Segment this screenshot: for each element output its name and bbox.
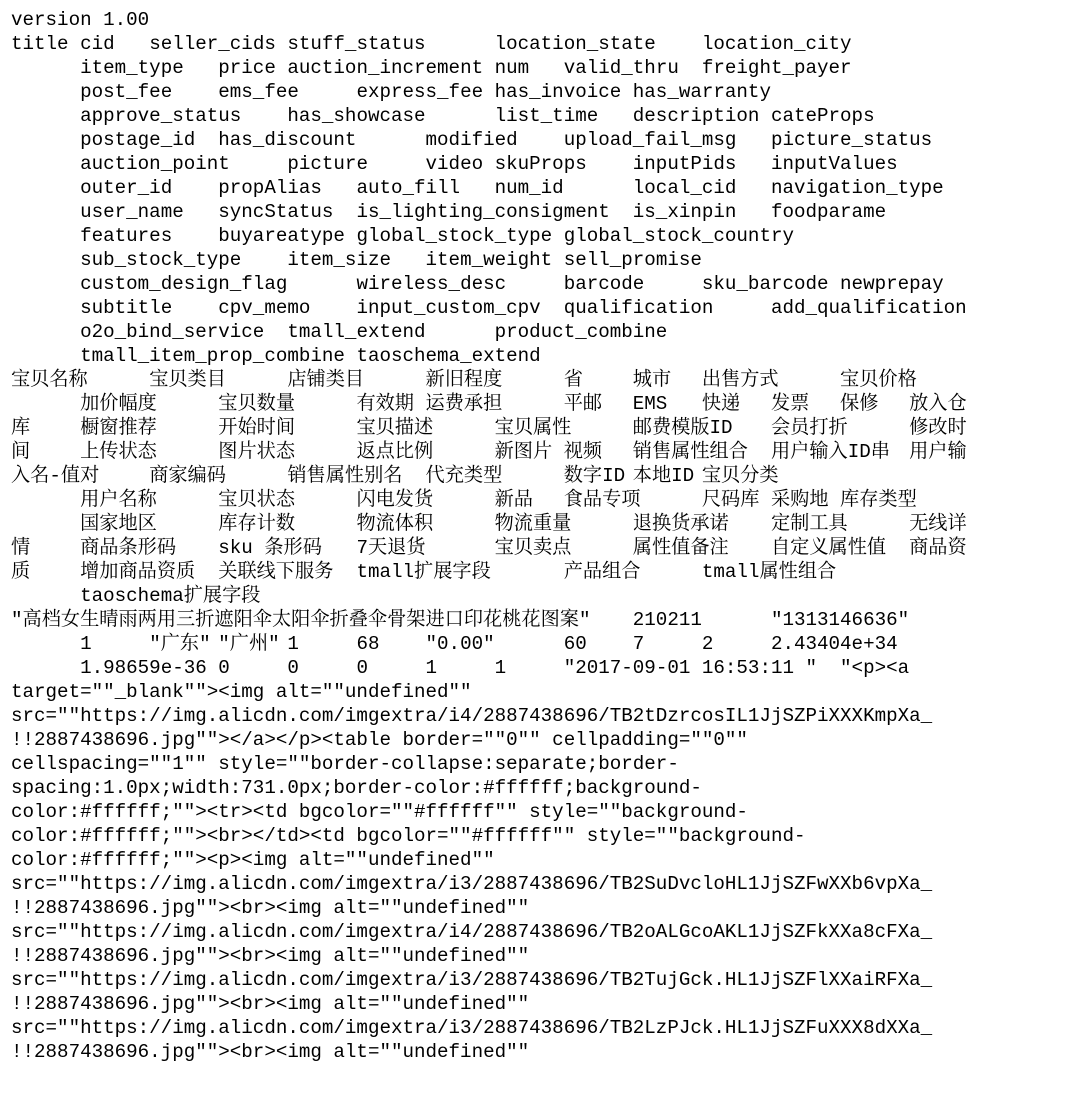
document-line: tmall_item_prop_combine taoschema_extend	[11, 345, 541, 367]
document-line: src=""https://img.alicdn.com/imgextra/i3/2887438696/TB2TujGck.HL1JjSZFlXXaiRFXa_	[11, 969, 933, 991]
document-line: postage_id has_discount modified upload_fail_msg picture_status	[11, 129, 933, 151]
document-line: target=""_blank""><img alt=""undefined""	[11, 681, 472, 703]
document-line: 宝贝名称 宝贝类目 店铺类目 新旧程度 省 城市 出售方式 宝贝价格	[11, 369, 917, 391]
document-line: sub_stock_type item_size item_weight sell_promise	[11, 249, 702, 271]
document-line: 质 增加商品资质 关联线下服务 tmall扩展字段 产品组合 tmall属性组合	[11, 561, 837, 583]
document-line: !!2887438696.jpg""><br><img alt=""undefined""	[11, 993, 530, 1015]
document-line: title cid seller_cids stuff_status location_state location_city	[11, 33, 852, 55]
document-line: color:#ffffff;""><tr><td bgcolor=""#ffffff"" style=""background-	[11, 801, 748, 823]
document-line: o2o_bind_service tmall_extend product_combine	[11, 321, 668, 343]
document-line: custom_design_flag wireless_desc barcode sku_barcode newprepay	[11, 273, 944, 295]
document-line: !!2887438696.jpg""></a></p><table border=""0"" cellpadding=""0""	[11, 729, 748, 751]
document-line: !!2887438696.jpg""><br><img alt=""undefined""	[11, 897, 530, 919]
document-line: !!2887438696.jpg""><br><img alt=""undefined""	[11, 1041, 530, 1063]
document-line: 1 "广东" "广州" 1 68 "0.00" 60 7 2 2.43404e+34	[11, 633, 898, 655]
document-line: post_fee ems_fee express_fee has_invoice has_warranty	[11, 81, 771, 103]
document-line: src=""https://img.alicdn.com/imgextra/i3/2887438696/TB2LzPJck.HL1JjSZFuXXX8dXXa_	[11, 1017, 933, 1039]
document-line: cellspacing=""1"" style=""border-collapse:separate;border-	[11, 753, 679, 775]
document-line: spacing:1.0px;width:731.0px;border-color:#ffffff;background-	[11, 777, 702, 799]
document-line: 用户名称 宝贝状态 闪电发货 新品 食品专项 尺码库 采购地 库存类型	[11, 489, 917, 511]
document-line: 1.98659e-36 0 0 0 1 1 "2017-09-01 16:53:11 " "<p><a	[11, 657, 910, 679]
document-line: 国家地区 库存计数 物流体积 物流重量 退换货承诺 定制工具 无线详	[11, 513, 967, 535]
document-line: src=""https://img.alicdn.com/imgextra/i4/2887438696/TB2oALGcoAKL1JjSZFkXXa8cFXa_	[11, 921, 933, 943]
document-line: user_name syncStatus is_lighting_consigment is_xinpin foodparame	[11, 201, 887, 223]
document-line: color:#ffffff;""><p><img alt=""undefined""	[11, 849, 495, 871]
document-line: version 1.00	[11, 9, 150, 31]
document-line: subtitle cpv_memo input_custom_cpv qualification add_qualification	[11, 297, 967, 319]
document-line: auction_point picture video skuProps inputPids inputValues	[11, 153, 898, 175]
document-line: item_type price auction_increment num valid_thru freight_payer	[11, 57, 852, 79]
document-line: 库 橱窗推荐 开始时间 宝贝描述 宝贝属性 邮费模版ID 会员打折 修改时	[11, 417, 967, 439]
document-line: !!2887438696.jpg""><br><img alt=""undefined""	[11, 945, 530, 967]
document-line: 间 上传状态 图片状态 返点比例 新图片 视频 销售属性组合 用户输入ID串 用户输	[11, 441, 967, 463]
document-line: color:#ffffff;""><br></td><td bgcolor=""#ffffff"" style=""background-	[11, 825, 806, 847]
document-line: "高档女生晴雨两用三折遮阳伞太阳伞折叠伞骨架进口印花桃花图案" 210211 "1313146636"	[11, 609, 910, 631]
document-line: outer_id propAlias auto_fill num_id local_cid navigation_type	[11, 177, 944, 199]
document-line: 加价幅度 宝贝数量 有效期 运费承担 平邮 EMS 快递 发票 保修 放入仓	[11, 393, 967, 415]
document-line: features buyareatype global_stock_type global_stock_country	[11, 225, 794, 247]
document-line: taoschema扩展字段	[11, 585, 261, 607]
document-line: src=""https://img.alicdn.com/imgextra/i4/2887438696/TB2tDzrcosIL1JjSZPiXXXKmpXa_	[11, 705, 933, 727]
document-line: approve_status has_showcase list_time description cateProps	[11, 105, 875, 127]
document-line: src=""https://img.alicdn.com/imgextra/i3/2887438696/TB2SuDvcloHL1JjSZFwXXb6vpXa_	[11, 873, 933, 895]
document-line: 入名-值对 商家编码 销售属性别名 代充类型 数字ID 本地ID 宝贝分类	[11, 465, 779, 487]
document-line: 情 商品条形码 sku 条形码 7天退货 宝贝卖点 属性值备注 自定义属性值 商品资	[11, 537, 967, 559]
csv-text-document	[11, 8, 1072, 1064]
